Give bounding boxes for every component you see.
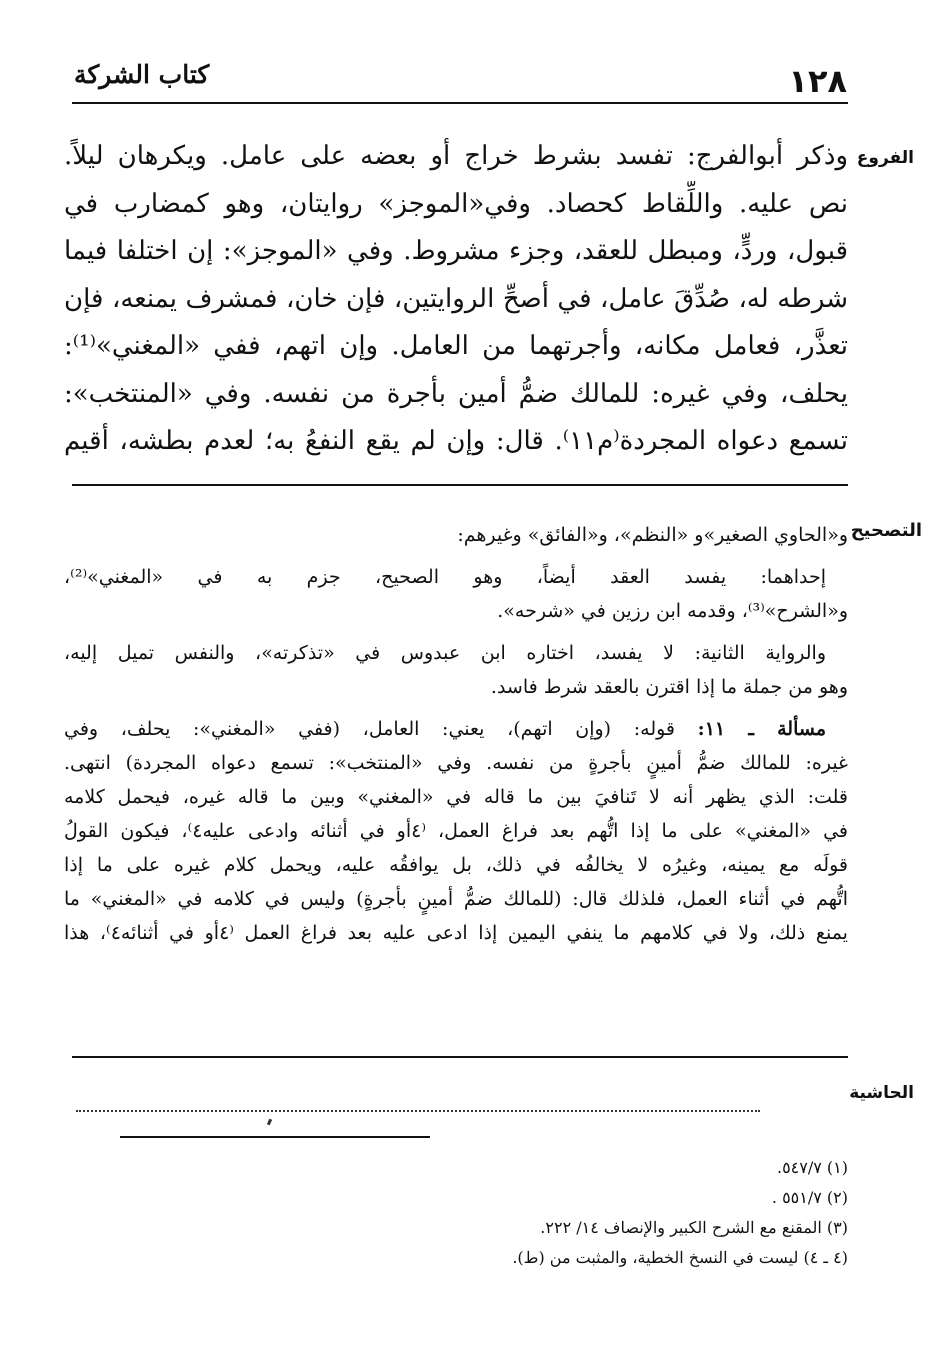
tashih-line: و«الشرح»⁽³⁾، وقدمه ابن رزين في «شرحه». — [497, 600, 848, 622]
footnote-item: (١) ٥٤٧/٧. — [776, 1158, 848, 1177]
issue-label: مسألة ـ ١١: — [697, 718, 827, 740]
tashih-line: وهو من جملة ما إذا اقترن بالعقد شرط فاسد. — [490, 676, 848, 698]
margin-label-furu: الفروع — [856, 148, 914, 168]
tashih-line: قولَه مع يمينه، وغيرُه لا يخالفُه في ذلك، بل يوافقُه عليه، ويحمل كلام غيره على ما إذا — [64, 854, 848, 876]
furu-line: تسمع دعواه المجردة⁽م١١⁾. قال: وإن لم يقع النفعُ به؛ لعدم بطشه، أقيم — [64, 426, 848, 456]
tashih-text — [64, 518, 848, 950]
furu-line: وذكر أبوالفرج: تفسد بشرط خراج أو بعضه على عامل. ويكرهان ليلاً. — [64, 141, 848, 171]
page-number: ١٢٨ — [788, 62, 847, 100]
margin-label-hashiya: الحاشية — [849, 1083, 914, 1103]
issue-text: قوله: (وإن اتهم)، يعني: العامل، (ففي «المغني»: يحلف، وفي — [64, 718, 676, 740]
ink-speck — [267, 1119, 272, 1126]
book-title: كتاب الشركة — [74, 60, 210, 89]
tashih-line: قلت: الذي يظهر أنه لا تَنافيَ بين ما قاله في «المغني» وبين ما قاله غيره، فيحمل كلامه — [64, 786, 848, 808]
section-divider-bottom — [72, 1056, 848, 1058]
furu-line: نص عليه. واللِّقاط كحصاد. وفي«الموجز» روايتان، وهو كمضارب في — [64, 188, 848, 219]
tashih-line: و«الحاوي الصغير»و «النظم»، و«الفائق» وغيرهم: — [457, 524, 848, 546]
margin-label-tashih: التصحيح — [850, 520, 922, 541]
tashih-line — [64, 712, 848, 746]
footnote-rule — [120, 1136, 430, 1138]
furu-line: يحلف، وفي غيره: للمالك ضمُّ أمين بأجرة من نفسه. وفي «المنتخب»: — [64, 378, 848, 409]
hashiya-dotted-line — [76, 1100, 760, 1112]
furu-line: قبول، وردٍّ، ومبطل للعقد، وجزء مشروط. وفي «الموجز»: إن اختلفا فيما — [64, 236, 848, 266]
tashih-line: غيره: للمالك ضمُّ أمينٍ بأجرةٍ من نفسه. وفي «المنتخب»: تسمع دعواه المجردة) انتهى. — [64, 752, 848, 774]
header-rule — [72, 102, 848, 104]
footnote-item: (٢) ٥٥١/٧ . — [771, 1188, 848, 1207]
tashih-line: في «المغني» على ما إذا اتُّهم بعد فراغ العمل، ⁽٤أو في أثنائه وادعى عليه٤⁾، فيكون القولُ — [64, 820, 848, 842]
tashih-line: اتُّهم في أثناء العمل، فلذلك قال: (للمالك ضمُّ أمينٍ بأجرةٍ) وليس في كلامه في «المغني» ما — [64, 888, 848, 910]
footnote-item: (٤ ـ ٤) ليست في النسخ الخطية، والمثبت من (ط). — [512, 1248, 848, 1267]
tashih-line: والرواية الثانية: لا يفسد، اختاره ابن عبدوس في «تذكرته»، والنفس تميل إليه، — [64, 642, 826, 664]
tashih-line: إحداهما: يفسد العقد أيضاً، وهو الصحيح، جزم به في «المغني»⁽²⁾، — [64, 566, 826, 588]
footnote-item: (٣) المقنع مع الشرح الكبير والإنصاف ١٤/ ٢٢٢. — [540, 1218, 848, 1237]
section-divider-top — [72, 484, 848, 486]
furu-line: شرطه له، صُدِّقَ عامل، في أصحِّ الروايتين، فإن خان، فمشرف يمنعه، فإن — [64, 283, 848, 314]
footnotes — [64, 1153, 848, 1273]
tashih-line: يمنع ذلك، ولا في كلامهم ما ينفي اليمين إذا ادعى عليه بعد فراغ العمل ⁽٤أو في أثنائه٤⁾، هذا — [64, 922, 848, 944]
furu-line: تعذَّر، فعامل مكانه، وأجرتهما من العامل. وإن اتهم، ففي «المغني»⁽¹⁾: — [64, 331, 848, 361]
furu-text — [64, 133, 848, 466]
